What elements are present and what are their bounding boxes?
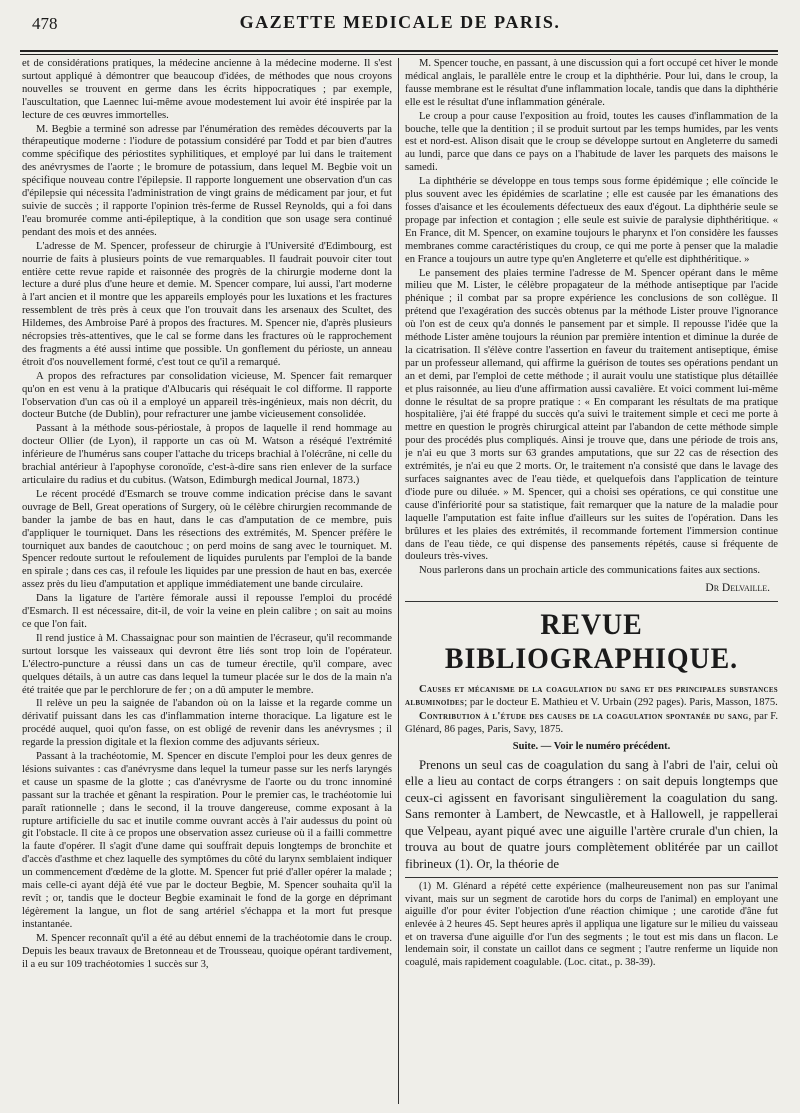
paragraph: M. Spencer reconnaît qu'il a été au début ennemi de la trachéotomie dans le croup. Depuis les beaux travaux de Bretonneau et de Trousseau, quoique opérant tardivement, il a eu sur 109 trachéotomies 1 succès sur 3, xyxy=(22,932,392,970)
right-column xyxy=(405,58,778,1106)
paragraph: La diphthérie se développe en tous temps sous forme épidémique ; elle coïncide le plus souvent avec les épidémies de scarlatine ; elle est causée par les émanations des fosses d'aisance et les écoulements défectueux des eaux d'égout. La diphthérie seule se propage par infection et contagion ; elle seule est suivie de paralysie diphthéritique. « En France, dit M. Spencer, on examine toujours le pharynx et l'on considère les fausses membranes comme caractéristiques du croup, ce qui me porte à penser que la maladie en France a toujours un autre type qu'en Angleterre et qu'elle est diphthéritique. » xyxy=(405,176,778,265)
left-column xyxy=(22,58,392,1106)
paragraph: M. Begbie a terminé son adresse par l'énumération des remèdes découverts par la thérapeutique moderne : l'iodure de potassium considéré par Todd et par bien d'autres comme spécifique des périostites syphilitiques, et employé par lui dans le traitement des anévrysmes de l'aorte ; le bromure de potassium, dans lequel M. Begbie voit un spécifique nouveau contre l'épilepsie. Il rapporte longuement une observation d'un cas d'épilepsie qui nécessita l'administration de vingt grains de médicament par jour, et fut suivie de succès ; il rapporte l'opinion très-ferme de Russel Reynolds, qui a foi dans l'eau bromurée comme anti-épileptique, à la condition que son usage sera continué pendant des mois et des années. xyxy=(22,123,392,238)
bibliography-title: Causes et mécanisme de la coagulation du sang et des principales substances albuminoïdes xyxy=(405,684,778,709)
page-header xyxy=(20,10,780,38)
review-paragraph: Prenons un seul cas de coagulation du sang à l'abri de l'air, celui où elle a lieu au contact de corps étrangers : on sait depuis longtemps que ceux-ci agissent en favorisant singulièrement la coagulation du sang. Sans remonter à Lambert, de Newcastle, et à Hallowell, je rappellerai que Velpeau, ayant piqué avec une aiguille l'artère crurale d'un chien, la trouva au bout de quatre jours complètement oblitérée par un caillot fibrineux (1). Or, la théorie de xyxy=(405,757,778,871)
page-number: 478 xyxy=(32,14,58,33)
paragraph: Il relève un peu la saignée de l'abandon où on la laisse et la regarde comme un dérivatif puissant dans les cas d'inflammation interne thoracique. La ligature est le procédé auquel, quoi qu'on fasse, on est obligé de revenir dans les anévrysmes ; il regarde la pression digitale et la flexion comme des adjuvants sérieux. xyxy=(22,698,392,749)
footnote: (1) M. Glénard a répété cette expérience (malheureusement non pas sur l'animal vivant, mais sur un segment de carotide hors du corps de l'animal) en employant une aiguille d'or pour éviter l'objection d'une réaction chimique ; une carotide d'âne fut enlevée à 2 heures 45. Sept heures après il appliqua une ligature sur le milieu du vaisseau et on traversa d'une aiguille d'or l'un des segments ; le tout est mis dans un flacon. Le lendemain soir, il constate un caillot dans ce segment ; l'autre renferme un liquide non coagulé, mais rapidement coagulable. (Loc. citat., p. 38-39). xyxy=(405,881,778,968)
author-signature: Dr Delvaille. xyxy=(705,582,770,595)
paragraph: Le croup a pour cause l'exposition au froid, toutes les causes d'inflammation de la bouche, telle que la dentition ; il se produit surtout par les temps humides, par les vents est et nord-est. Alison disait que le croup se développe surtout en Angleterre du samedi au lundi, parce que dans ce pays on a l'habitude de laver les parquets des maisons le samedi. xyxy=(405,110,778,174)
running-title: GAZETTE MEDICALE DE PARIS. xyxy=(239,12,561,32)
bibliography-details: ; par le docteur E. Mathieu et V. Urbain (292 pages). Paris, Masson, 1875. xyxy=(464,697,778,709)
paragraph: Passant à la trachéotomie, M. Spencer en discute l'emploi pour les deux genres de lésions suivantes : cas d'anévrysme dans lequel la tumeur passe sur les nerfs laryngés et cause un spasme de la glotte ; cas d'anévrysme de l'aorte ou du tronc innominé passant sur la trachée et gênant la respiration. Pour le premier cas, le trachéotomie lui paraît rationnelle ; dans le second, il la trouve dangereuse, comme exposant à la rupture artificielle du sac et inutile comme ouvrant accès à l'air audessus du point où git l'obstacle. Il cite à ce propos une observation assez curieuse où il a failli commettre la faute d'opérer. Il s'agit d'une dame qui souffrait depuis longtemps de bronchite et d'accès d'asthme et chez laquelle des symptômes du côté du larynx semblaient indiquer un commencement d'œdème de la glotte. M. Spencer fut prié d'aller opérer la malade ; mais celle-ci ayant déjà été vue par le docteur Begbie, M. Spencer souhaita qu'il la revît ; or, tandis que le docteur Begbie examinait le fond de la gorge en déprimant légèrement la langue, un flot de sang artériel s'échappa et la mort fut presque instantanée. xyxy=(22,751,392,930)
column-divider xyxy=(398,58,399,1104)
section-title: REVUE BIBLIOGRAPHIQUE. xyxy=(444,608,739,676)
bibliography-title: Contribution à l'étude des causes de la coagulation spontanée du sang xyxy=(419,710,749,722)
header-rule xyxy=(20,50,778,52)
paragraph: Le récent procédé d'Esmarch se trouve comme indication précise dans le savant ouvrage de Bell, Great operations of Surgery, où le célèbre chirurgien recommande de bander la jambe de bas en haut, dans le cas d'amputation de ce membre, puis d'appliquer le tourniquet. Dans les résections des extrémités, M. Spencer préfère le tourniquet aux bandes de caoutchouc ; on perd moins de sang avec le tourniquet. M. Spencer redoute surtout le refoulement de liquides purulents par l'emploi de la bande en spirale ; dans ces cas, il refoule les liquides par une pression de haut en bas, exercée assez près du lieu d'amputation et applique immédiatement une bande circulaire. xyxy=(22,488,392,591)
paragraph: et de considérations pratiques, la médecine ancienne à la médecine moderne. Il s'est surtout appliqué à démontrer que beaucoup d'idées, de méthodes que nous croyons nouvelles se trouvent en germe dans les écrits hippocratiques ; par exemple, l'auscultation, que Laennec lui-même avoue modestement lui avoir été inspirée par la lecture de ces œuvres immortelles. xyxy=(22,58,392,121)
paragraph: Dans la ligature de l'artère fémorale aussi il repousse l'emploi du procédé d'Esmarch. Il est nécessaire, dit-il, de voir la veine en plein calibre ; on sait au moins ce que l'on fait. xyxy=(22,593,392,630)
bibliography-entry xyxy=(405,711,778,737)
paragraph: Passant à la méthode sous-périostale, à propos de laquelle il rend hommage au docteur Ollier (de Lyon), il rapporte un cas où M. Watson a réséqué l'extrémité inférieure de l'humérus sans couper l'attache du triceps brachial à l'olécrâne, ni celle du brachial antérieur à l'apophyse coronoïde, c'est-à-dire sans rien enlever de la surface articulaire du radius et du cubitus. (Watson, Edimburgh medical Journal, 1873.) xyxy=(22,423,392,486)
paragraph: Il rend justice à M. Chassaignac pour son maintien de l'écraseur, qu'il recommande surtout lorsque les vaisseaux qui devront être liés sont trop loin de l'opérateur. L'électro-puncture a réussi dans un cas de tumeur érectile, qu'il compare, avec quelques détails, à un autre cas dans lequel la tumeur placée sur le dos de la main n'a été traitée que par le perchlorure de fer ; on a dû amputer le membre. xyxy=(22,632,392,696)
continuation-note: Suite. — Voir le numéro précédent. xyxy=(512,740,671,752)
bibliography-entry xyxy=(405,684,778,710)
header-rule-thin xyxy=(20,54,778,55)
bibliography-details: , par F. Glénard, 86 pages, Paris, Savy, 1875. xyxy=(405,710,778,735)
section-rule xyxy=(405,601,778,602)
paragraph: A propos des refractures par consolidation vicieuse, M. Spencer fait remarquer qu'on en est venu à la pratique d'Albucaris qui réséquait le col difforme. Il rapporte l'observation d'un cas où il a employé un appareil très-ingénieux, mais non décrit, du docteur Butche (de Dublin), pour refracturer une jambe vicieusement consolidée. xyxy=(22,370,392,421)
footnote-rule xyxy=(405,877,778,878)
paragraph: Le pansement des plaies termine l'adresse de M. Spencer opérant dans le même milieu que M. Lister, le célèbre propagateur de la méthode antiseptique par l'acide phénique ; il combat par sa propre expérience les conclusions de son collègue. Il prétend que l'exagération des succès obtenus par la méthode Lister prouve l'ignorance où l'on est de ceux qu'a donnés le pansement par et simple. Il repousse l'idée que la méthode Lister amène toujours la réunion par première intention et diminue la durée de la cicatrisation. Il s'élève contre l'assertion en faveur du traitement antiseptique, émise par un professeur allemand, qui affirme la guérison de toutes ses opérations pendant un an et demi, par l'emploi de cette méthode ; il aurait voulu une statistique plus détaillée et plus raisonnée, au lieu d'une affirmation aussi cavalière. Et voici comment lui-même donne le résultat de sa propre pratique : « En comparant les résultats de ma pratique hospitalière, j'ai été frappé du succès qu'a suivi le traitement simple et ceci me porte à mettre en question le progrès chirurgical atteint par l'abandon de cette méthode simple pour des procédés plus compliqués. Ainsi je trouve que, dans une période de trois ans, je n'ai eu que 3 morts sur 63 grandes amputations, que sur 22 cas de résection des extrémités, je n'ai eu que 2 morts. Or, le traitement n'a consisté que dans le lavage des surfaces saignantes avec de l'eau tiède, et quelquefois dans l'application de teinture d'iode pure ou diluée. » M. Spencer, qui a choisi ses opérations, ce qui constitue une cause d'infériorité pour sa statistique, fait remarquer que la nature de la maladie pour laquelle l'amputation est faite influe d'ailleurs sur les suites de l'opération. Dans les brûlures et les plaies des extrémités, il recommande fortement l'immersion continue dans de l'eau tiède, ce qui dispense des pansements répétés, cause si fréquente de douleurs très-vives. xyxy=(405,267,778,563)
paragraph: M. Spencer touche, en passant, à une discussion qui a fort occupé cet hiver le monde médical anglais, le parallèle entre le croup et la diphthérie. Pour lui, dans le croup, la fausse membrane est le résultat d'une inflammation locale, tandis que dans la diphthérie elle est le résultat d'une inflammation générale. xyxy=(405,58,778,108)
paragraph: Nous parlerons dans un prochain article des communications faites aux sections. xyxy=(419,565,760,577)
paragraph: L'adresse de M. Spencer, professeur de chirurgie à l'Université d'Edimbourg, est nourrie de faits à plusieurs points de vue remarquables. Il faudrait pouvoir citer tout entière cette revue rapide et raisonnée des progrès de la chirurgie moderne dont la lecture a duré plus d'une heure et demie. M. Spencer compare, lui aussi, l'art moderne à l'art ancien et il montre que les appareils employés pour les luxations et les fractures ressemblent de très près à ceux que l'on trouvait dans les arsenaux des Scultet, des Hildemes, des Ambroise Paré à propos des fractures. M. Spencer nie, d'après plusieurs nécropsies très-attentives, que le cal se forme dans les fractures où le rapprochement des fragments a été aussi intime que possible. Un gonflement du périoste, un anneau étroit d'os nouvellement formé, c'est tout ce qu'il a remarqué. xyxy=(22,240,392,368)
